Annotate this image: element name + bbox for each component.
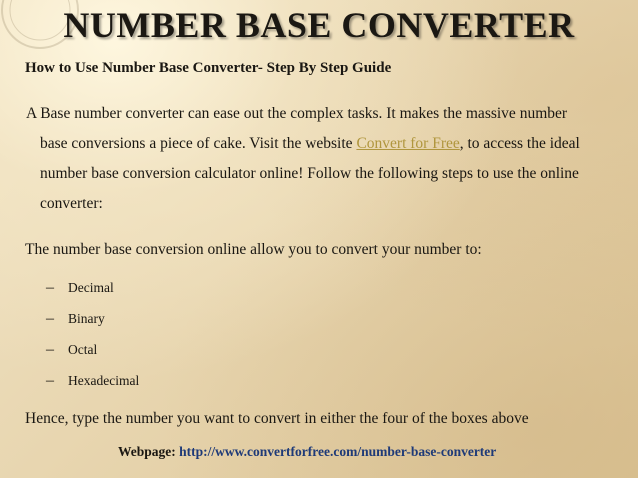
dash-bullet: – <box>46 340 54 358</box>
webpage-footer <box>118 444 496 460</box>
intro-paragraph <box>26 99 626 219</box>
webpage-label: Webpage: <box>118 444 176 459</box>
conversion-lead-text: The number base conversion online allow you to convert your number to: <box>25 241 482 258</box>
conversion-options-list <box>46 272 139 396</box>
list-item <box>46 303 139 334</box>
webpage-url-link[interactable]: http://www.convertforfree.com/number-base-converter <box>179 444 497 459</box>
intro-line-2 <box>26 129 626 159</box>
guide-subtitle: How to Use Number Base Converter- Step By Step Guide <box>25 60 392 76</box>
intro-line-3: number base conversion calculator online! Follow the following steps to use the online <box>40 165 579 182</box>
list-item <box>46 334 139 365</box>
dash-bullet: – <box>46 309 54 327</box>
slide-title: NUMBER BASE CONVERTER <box>63 5 575 45</box>
dash-bullet: – <box>46 371 54 389</box>
convert-for-free-link[interactable]: Convert for Free <box>356 135 460 152</box>
intro-line-2-end: , to access the ideal <box>459 135 580 152</box>
closing-instruction: Hence, type the number you want to convert in either the four of the boxes above <box>25 410 529 427</box>
option-label: Binary <box>68 310 105 326</box>
option-label: Octal <box>68 341 98 357</box>
option-label: Decimal <box>68 279 114 295</box>
intro-line-2-start: base conversions a piece of cake. Visit the website <box>40 135 357 152</box>
option-label: Hexadecimal <box>68 372 140 388</box>
dash-bullet: – <box>46 278 54 296</box>
list-item <box>46 365 139 396</box>
list-item <box>46 272 139 303</box>
intro-line-4: converter: <box>40 195 103 212</box>
intro-line-1: A Base number converter can ease out the complex tasks. It makes the massive number <box>26 105 568 122</box>
